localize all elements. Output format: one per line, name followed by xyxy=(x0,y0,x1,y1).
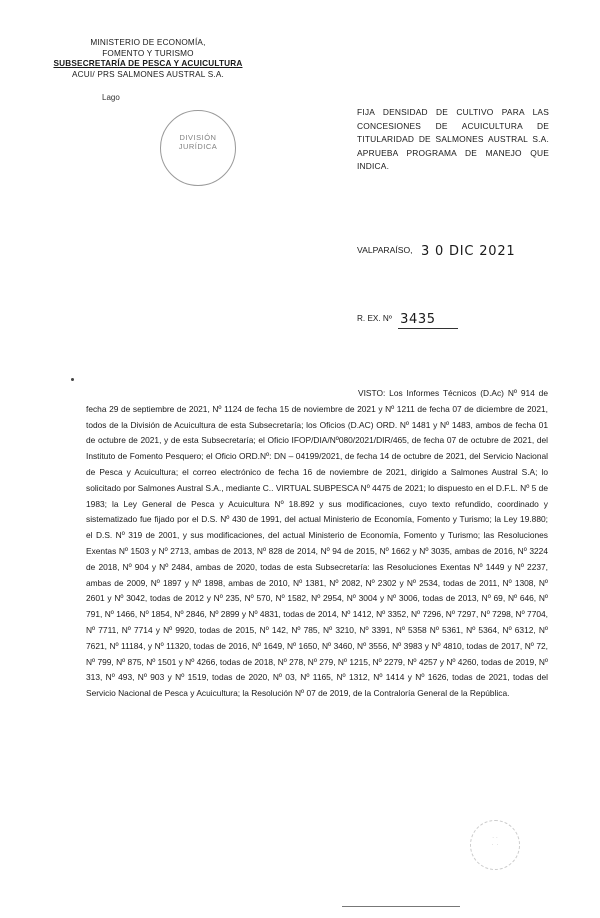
resolution-title: FIJA DENSIDAD DE CULTIVO PARA LAS CONCESIONES DE ACUICULTURA DE TITULARIDAD DE SALMONES AUSTRAL S.A. APRUEBA PROGRAMA DE MANEJO QUE INDICA. xyxy=(357,107,549,172)
visto-paragraph: VISTO: Los Informes Técnicos (D.Ac) Nº 914 de fecha 29 de septiembre de 2021, Nº 1124 de fecha 15 de noviembre de 2021 y Nº 1211 de fecha 07 de diciembre de 2021, todos de la División de Acuicultura de esta Subsecretaría; los Oficios (D.AC) ORD. Nº 1481 y Nº 1483, ambos de fecha 01 de octubre de 2021, y de esta Subsecretaría; el Oficio IFOP/DIA/Nº080/2021/DIR/465, de fecha 07 de octubre de 2021, del Instituto de Fomento Pesquero; el Oficio ORD.Nº: DN – 04199/2021, de fecha 14 de octubre de 2021, del Servicio Nacional de Pesca y Acuicultura; el correo electrónico de fecha 16 de noviembre de 2021, dirigido a Salmones Austral S.A; lo solicitado por Salmones Austral S.A., mediante C.. VIRTUAL SUBPESCA Nº 4475 de 2021; lo dispuesto en el D.F.L. Nº 5 de 1983; la Ley General de Pesca y Acuicultura Nº 18.892 y sus modificaciones, cuyo texto refundido, coordinado y sistematizado fue fijado por el D.S. Nº 430 de 1991, del actual Ministerio de Economía, Fomento y Turismo; la Ley 19.880; el D.S. Nº 319 de 2001, y sus modificaciones, del actual Ministerio de Economía, Fomento y Turismo; las Resoluciones Exentas Nº 1503 y Nº 2713, ambas de 2013, Nº 828 de 2014, Nº 94 de 2015, Nº 1662 y Nº 3035, ambas de 2016, Nº 3224 de 2018, Nº 904 y Nº 2484, ambas de 2020, todas de esta Subsecretaría: las Resoluciones Exentas Nº 1449 y Nº 2237, ambas de 2009, Nº 1897 y Nº 1898, ambas de 2010, Nº 1381, Nº 2082, Nº 2302 y Nº 2534, todas de 2011, Nº 1308, Nº 2601 y Nº 3042, todas de 2012 y Nº 235, Nº 570, Nº 1582, Nº 2954, Nº 3004 y Nº 3006, todas de 2013, Nº 69, Nº 646, Nº 791, Nº 1466, Nº 1854, Nº 2846, Nº 2899 y Nº 4831, todas de 2014, Nº 1412, Nº 3352, Nº 7296, Nº 7297, Nº 7298, Nº 7704, Nº 7711, Nº 7714 y Nº 9920, todas de 2015, Nº 142, Nº 785, Nº 3210, Nº 3391, Nº 5358 Nº 5361, Nº 5364, Nº 6312, Nº 7621, Nº 11184, y Nº 11320, todas de 2016, Nº 1649, Nº 1650, Nº 3460, Nº 3556, Nº 3983 y Nº 4810, todas de 2017, Nº 72, Nº 799, Nº 875, Nº 1501 y Nº 4266, todas de 2018, Nº 278, Nº 279, Nº 1215, Nº 2279, Nº 4257 y Nº 4260, todas de 2019, Nº 313, Nº 493, Nº 903 y Nº 1519, todas de 2020, Nº 03, Nº 1165, Nº 1312, Nº 1414 y Nº 1626, todas de 2021, todas del Servicio Nacional de Pesca y Acuicultura; la Resolución Nº 07 de 2019, de la Contraloría General de la República. xyxy=(86,388,548,699)
stamp-line-2: JURÍDICA xyxy=(178,142,218,151)
header-reference: ACUI/ PRS SALMONES AUSTRAL S.A. xyxy=(72,69,224,79)
resolution-number-line xyxy=(357,312,458,329)
header-sub-note: Lago xyxy=(102,93,120,102)
header-ministry: MINISTERIO DE ECONOMÍA, xyxy=(90,38,206,47)
date-place: VALPARAÍSO, xyxy=(357,245,413,255)
date-value: 3 0 DIC 2021 xyxy=(420,244,516,259)
resolution-number: 3435 xyxy=(398,312,457,329)
header-ministry-2: FOMENTO Y TURISMO xyxy=(102,48,194,58)
stamp-text xyxy=(161,133,235,151)
margin-mark xyxy=(71,378,74,381)
issuer-header xyxy=(48,38,248,80)
resolution-label: R. EX. Nº xyxy=(357,314,392,323)
header-subsecretaria: SUBSECRETARÍA DE PESCA Y ACUICULTURA xyxy=(53,59,243,68)
date-line xyxy=(357,244,516,259)
bottom-rule xyxy=(342,906,460,907)
division-stamp xyxy=(160,110,236,186)
signature-seal-icon: · · · · xyxy=(470,820,520,870)
stamp-line-1: DIVISIÓN xyxy=(179,133,217,142)
